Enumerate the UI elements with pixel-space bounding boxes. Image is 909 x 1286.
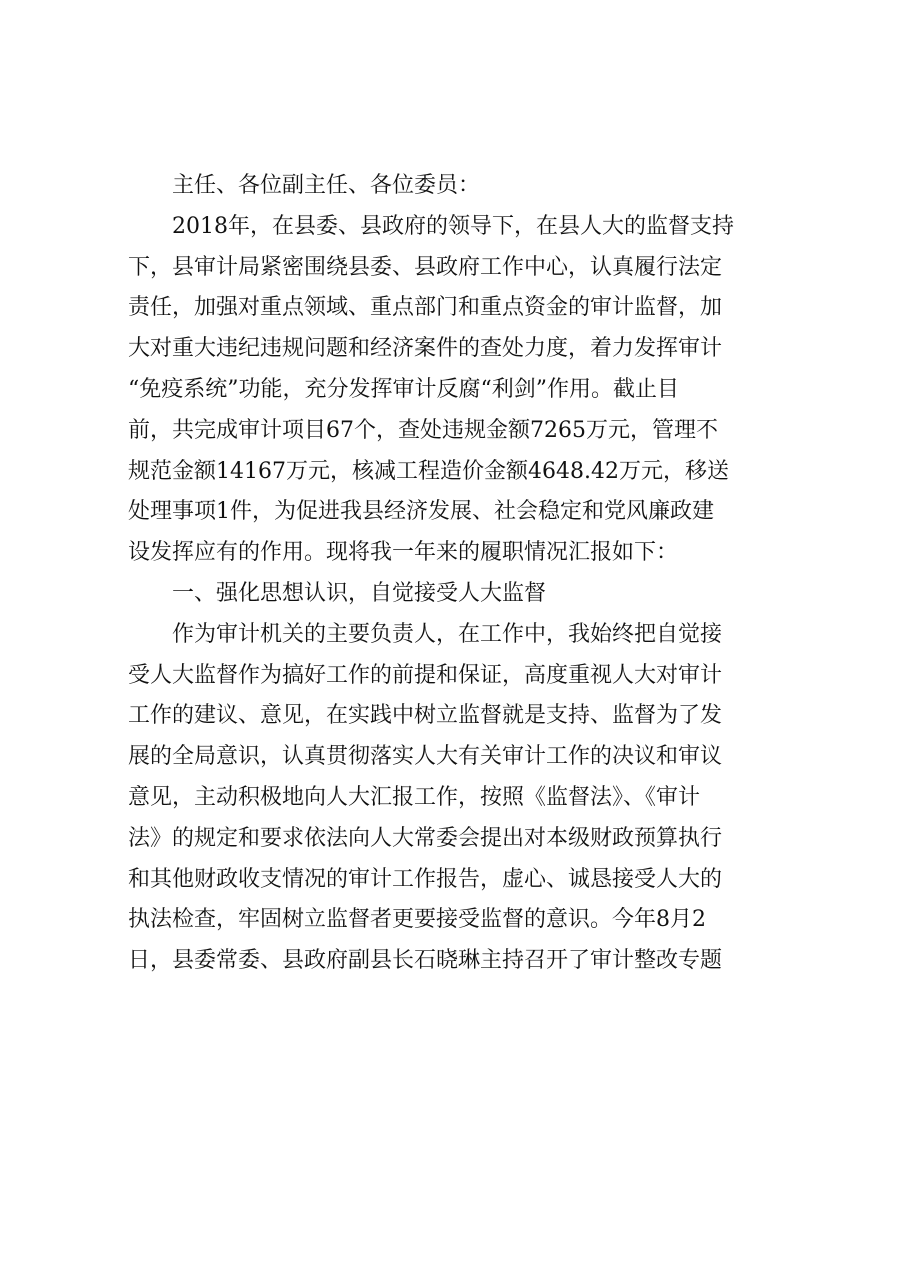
text-line: “免疫系统”功能，充分发挥审计反腐“利剑”作用。截止目 <box>128 376 679 402</box>
text-line: 受人大监督作为搞好工作的前提和保证，高度重视人大对审计 <box>128 662 723 688</box>
text-line: 2018年，在县委、县政府的领导下，在县人大的监督支持 <box>172 213 734 239</box>
text-line: 处理事项1件，为促进我县经济发展、社会稳定和党风廉政建 <box>128 499 714 525</box>
text-line: 日，县委常委、县政府副县长石晓琳主持召开了审计整改专题 <box>128 948 723 974</box>
text-line: 责任，加强对重点领域、重点部门和重点资金的审计监督，加 <box>128 295 723 321</box>
text-line: 法》的规定和要求依法向人大常委会提出对本级财政预算执行 <box>128 825 723 851</box>
text-line: 执法检查，牢固树立监督者更要接受监督的意识。今年8月2 <box>128 907 706 933</box>
text-line: 主任、各位副主任、各位委员： <box>172 173 481 198</box>
text-line: 作为审计机关的主要负责人，在工作中，我始终把自觉接 <box>172 621 723 647</box>
text-line: 展的全局意识，认真贯彻落实人大有关审计工作的决议和审议 <box>128 744 723 770</box>
text-line: 前，共完成审计项目67个，查处违规金额7265万元，管理不 <box>128 417 718 443</box>
text-line: 设发挥应有的作用。现将我一年来的履职情况汇报如下： <box>128 540 679 566</box>
text-line: 下，县审计局紧密围绕县委、县政府工作中心，认真履行法定 <box>128 254 723 280</box>
text-line: 大对重大违纪违规问题和经济案件的查处力度，着力发挥审计 <box>128 336 723 362</box>
text-line: 工作的建议、意见，在实践中树立监督就是支持、监督为了发 <box>128 703 723 729</box>
text-line: 规范金额14167万元，核减工程造价金额4648.42万元，移送 <box>128 458 729 484</box>
text-line: 意见，主动积极地向人大汇报工作，按照《监督法》、《审计 <box>128 784 701 810</box>
section-heading: 一、强化思想认识，自觉接受人大监督 <box>172 580 547 606</box>
text-line: 和其他财政收支情况的审计工作报告，虚心、诚恳接受人大的 <box>128 866 723 892</box>
document-body <box>128 166 788 982</box>
